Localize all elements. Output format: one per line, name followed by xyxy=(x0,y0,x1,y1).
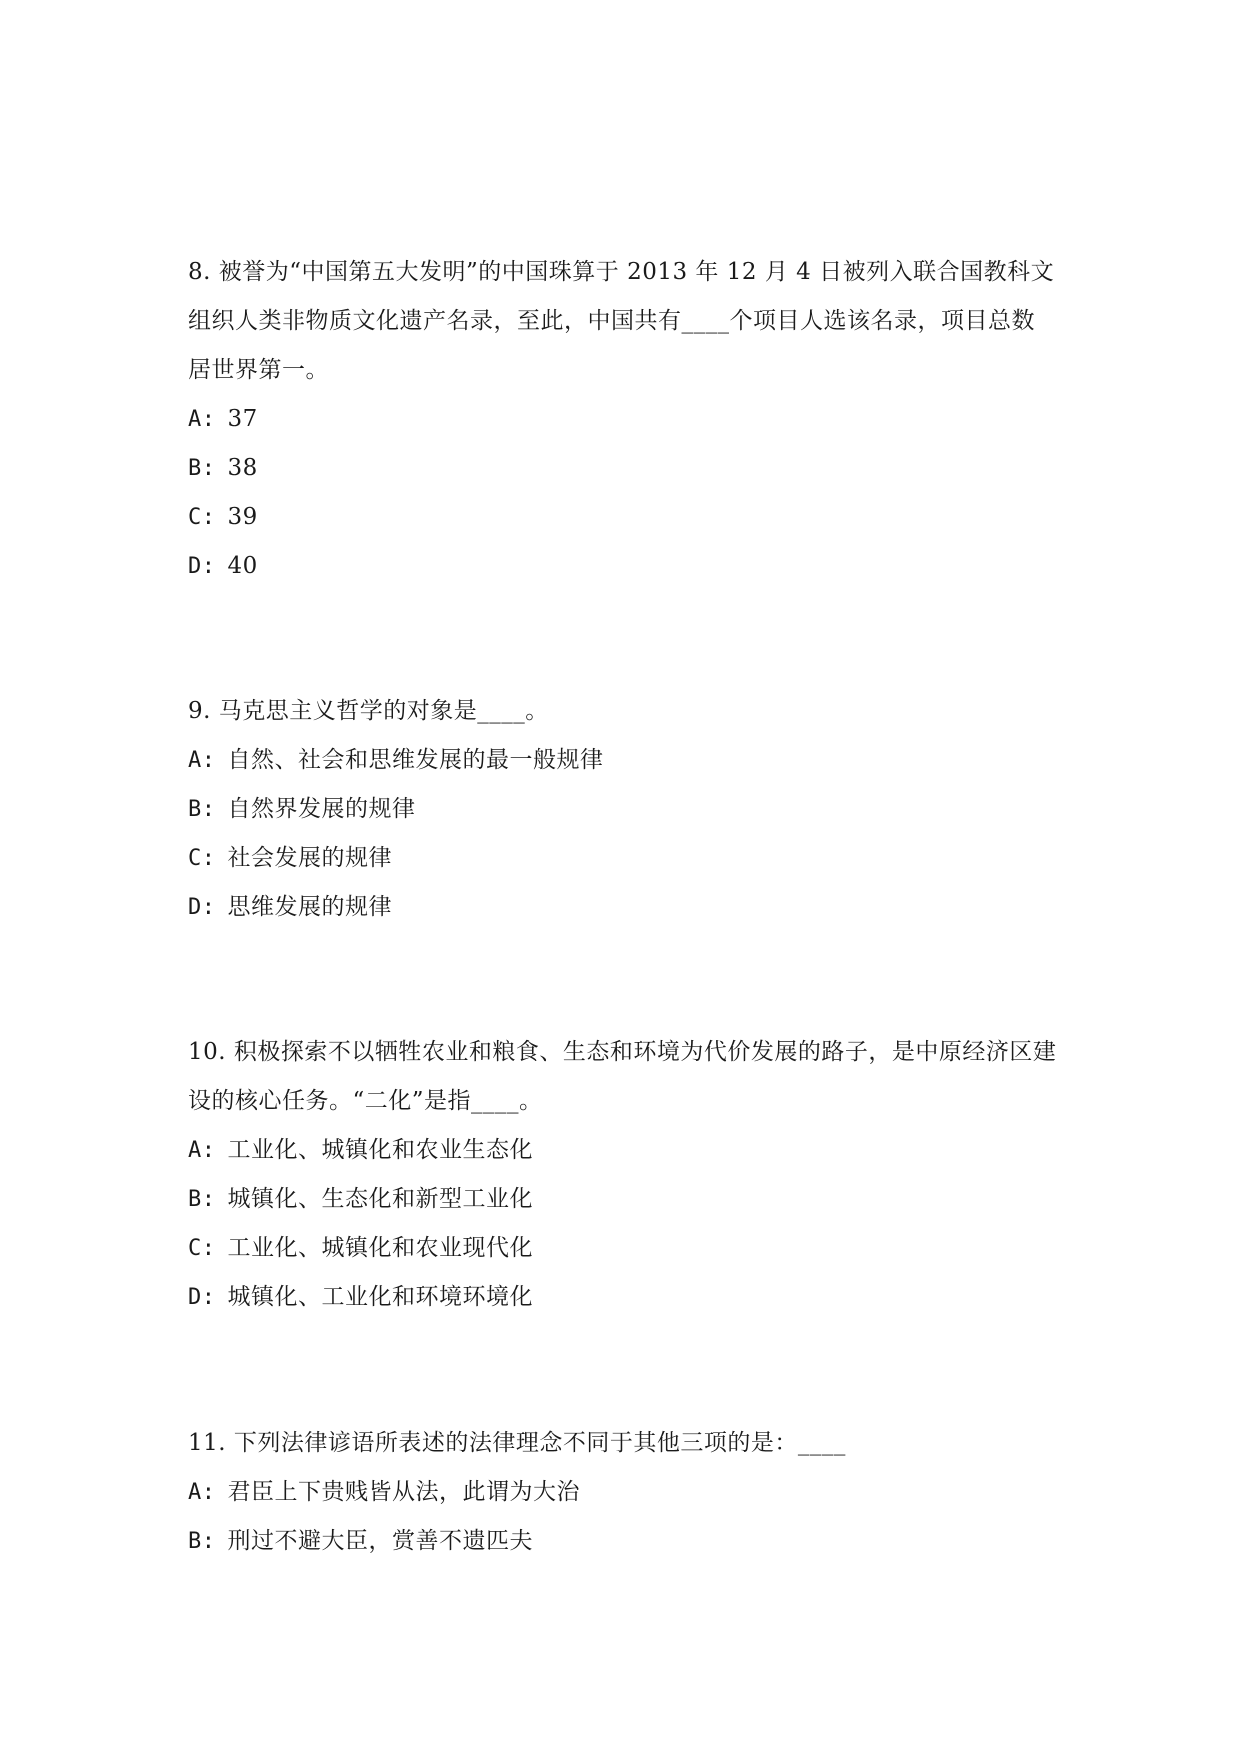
option-letter: B xyxy=(188,1529,202,1554)
option-letter: B xyxy=(188,1187,202,1212)
option-a xyxy=(188,736,1058,785)
option-separator: : xyxy=(201,456,216,481)
option-separator: : xyxy=(201,1285,216,1310)
option-b xyxy=(188,785,1058,834)
option-text: 自然、社会和思维发展的最一般规律 xyxy=(227,747,604,773)
option-text: 城镇化、工业化和环境环境化 xyxy=(227,1284,533,1310)
option-c xyxy=(188,834,1058,883)
option-separator: : xyxy=(201,505,216,530)
question-11 xyxy=(188,1419,1058,1566)
option-d xyxy=(188,542,1058,591)
option-text: 40 xyxy=(227,553,258,579)
option-b xyxy=(188,1517,1058,1566)
option-c xyxy=(188,493,1058,542)
option-separator: : xyxy=(201,1480,216,1505)
option-d xyxy=(188,883,1058,932)
option-text: 工业化、城镇化和农业生态化 xyxy=(227,1137,533,1163)
option-letter: A xyxy=(188,407,202,432)
question-10 xyxy=(188,1028,1058,1322)
question-8 xyxy=(188,248,1058,591)
option-letter: C xyxy=(188,505,202,530)
option-b xyxy=(188,444,1058,493)
option-letter: D xyxy=(188,895,202,920)
option-separator: : xyxy=(201,1529,216,1554)
option-d xyxy=(188,1273,1058,1322)
option-text: 刑过不避大臣，赏善不遗匹夫 xyxy=(227,1528,533,1554)
option-separator: : xyxy=(201,554,216,579)
option-separator: : xyxy=(201,1138,216,1163)
option-letter: C xyxy=(188,1236,202,1261)
option-list xyxy=(188,395,1058,591)
option-list xyxy=(188,1468,1058,1566)
option-letter: A xyxy=(188,1138,202,1163)
option-letter: D xyxy=(188,1285,202,1310)
option-separator: : xyxy=(201,1187,216,1212)
question-stem: 11. 下列法律谚语所表述的法律理念不同于其他三项的是：____ xyxy=(188,1430,846,1456)
option-text: 自然界发展的规律 xyxy=(227,796,416,822)
option-text: 社会发展的规律 xyxy=(227,845,392,871)
option-letter: B xyxy=(188,456,202,481)
option-separator: : xyxy=(201,748,216,773)
option-separator: : xyxy=(201,797,216,822)
option-letter: A xyxy=(188,748,202,773)
option-letter: B xyxy=(188,797,202,822)
option-text: 工业化、城镇化和农业现代化 xyxy=(227,1235,533,1261)
option-letter: D xyxy=(188,554,202,579)
question-stem: 8. 被誉为“中国第五大发明”的中国珠算于 2013 年 12 月 4 日被列入联合国教科文组织人类非物质文化遗产名录，至此，中国共有____个项目人选该名录，项目总数居世界第一。 xyxy=(188,259,1055,383)
option-letter: A xyxy=(188,1480,202,1505)
option-text: 37 xyxy=(227,406,258,432)
option-a xyxy=(188,395,1058,444)
question-9 xyxy=(188,687,1058,932)
option-separator: : xyxy=(201,1236,216,1261)
option-text: 38 xyxy=(227,455,258,481)
option-letter: C xyxy=(188,846,202,871)
option-a xyxy=(188,1468,1058,1517)
option-c xyxy=(188,1224,1058,1273)
question-stem: 10. 积极探索不以牺牲农业和粮食、生态和环境为代价发展的路子，是中原经济区建设的核心任务。“二化”是指____。 xyxy=(188,1039,1057,1114)
option-separator: : xyxy=(201,407,216,432)
option-a xyxy=(188,1126,1058,1175)
option-text: 39 xyxy=(227,504,258,530)
question-stem: 9. 马克思主义哲学的对象是____。 xyxy=(188,698,549,724)
option-list xyxy=(188,736,1058,932)
option-b xyxy=(188,1175,1058,1224)
option-separator: : xyxy=(201,895,216,920)
option-text: 君臣上下贵贱皆从法，此谓为大治 xyxy=(227,1479,580,1505)
option-list xyxy=(188,1126,1058,1322)
option-text: 思维发展的规律 xyxy=(227,894,392,920)
option-text: 城镇化、生态化和新型工业化 xyxy=(227,1186,533,1212)
option-separator: : xyxy=(201,846,216,871)
